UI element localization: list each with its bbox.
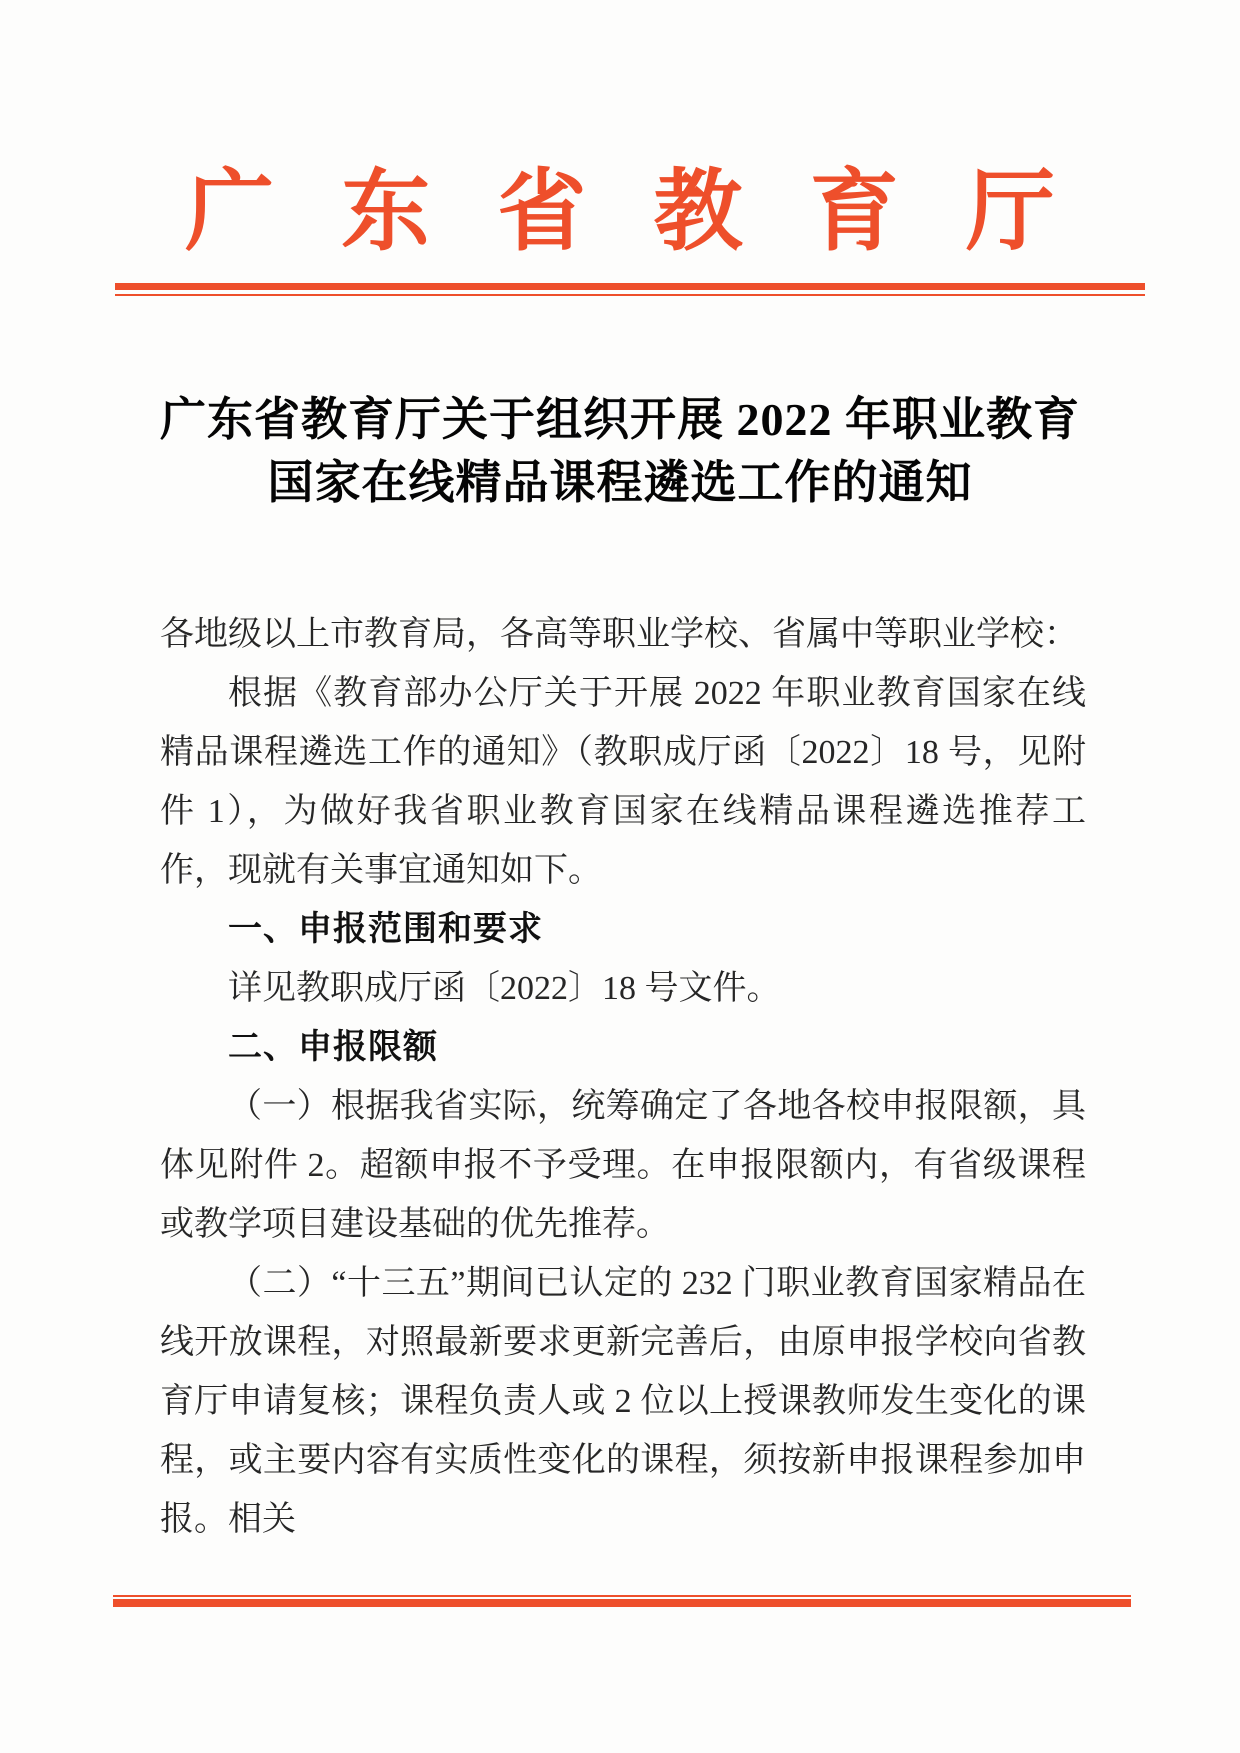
letterhead-char: 教 bbox=[653, 164, 743, 262]
document-title-line2: 国家在线精品课程遴选工作的通知 bbox=[267, 457, 973, 508]
letterhead-char: 省 bbox=[497, 164, 587, 262]
section-1-heading: 一、申报范围和要求 bbox=[228, 910, 543, 948]
document-title bbox=[0, 388, 1240, 514]
letterhead-char: 厅 bbox=[965, 164, 1055, 262]
header-rule-thick bbox=[115, 283, 1145, 290]
header-rule-thin bbox=[115, 294, 1145, 296]
section-2-heading: 二、申报限额 bbox=[228, 1028, 438, 1066]
intro-paragraph: 根据《教育部办公厅关于开展 2022 年职业教育国家在线精品课程遴选工作的通知》（教职成厅函〔2022〕18 号，见附件 1），为做好我省职业教育国家在线精品课程遴选推荐工作，现就有关事宜通知如下。 bbox=[160, 675, 1086, 889]
section-2-item-2: （二）“十三五”期间已认定的 232 门职业教育国家精品在线开放课程，对照最新要求更新完善后，由原申报学校向省教育厅申请复核；课程负责人或 2 位以上授课教师发生变化的课程，或主要内容有实质性变化的课程，须按新申报课程参加申报。相关 bbox=[160, 1265, 1086, 1538]
salutation-line: 各地级以上市教育局，各高等职业学校、省属中等职业学校： bbox=[160, 616, 1078, 653]
letterhead-char: 广 bbox=[185, 164, 274, 262]
document-title-line1: 广东省教育厅关于组织开展 2022 年职业教育 bbox=[160, 394, 1080, 445]
section-1-paragraph: 详见教职成厅函〔2022〕18 号文件。 bbox=[228, 970, 781, 1007]
letterhead-char: 育 bbox=[809, 164, 899, 262]
letterhead-title bbox=[185, 164, 1055, 262]
letterhead-char: 东 bbox=[341, 164, 431, 262]
document-body bbox=[160, 605, 1086, 1549]
section-2-item-1: （一）根据我省实际，统筹确定了各地各校申报限额，具体见附件 2。超额申报不予受理。在申报限额内，有省级课程或教学项目建设基础的优先推荐。 bbox=[160, 1088, 1086, 1243]
footer-rule-thick bbox=[113, 1599, 1131, 1607]
footer-rule-thin bbox=[113, 1595, 1131, 1597]
